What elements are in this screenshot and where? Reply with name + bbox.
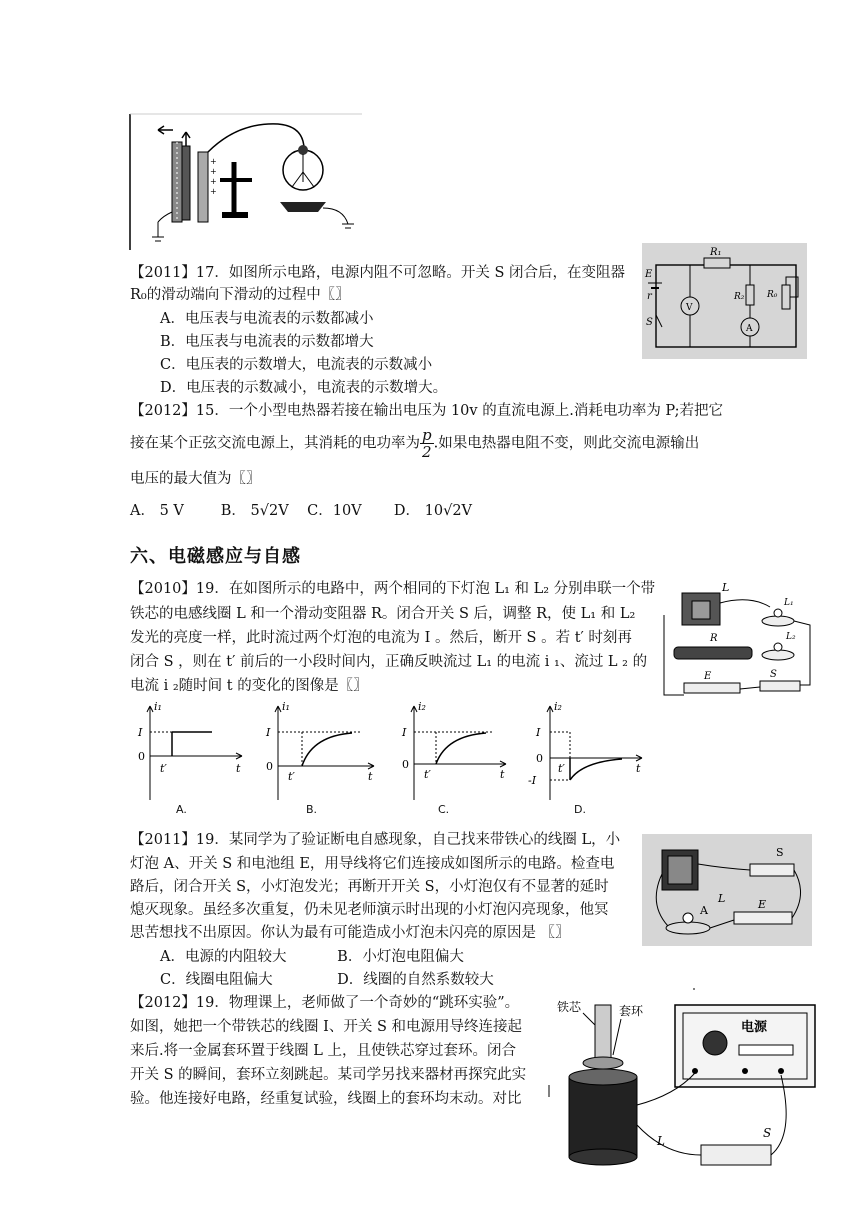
- q2011-19-line4: 熄灭现象。虽经多次重复，仍未见老师演示时出现的小灯泡闪亮现象，他冥: [130, 902, 609, 918]
- q2011-17-line1: 【2011】17．如图所示电路，电源内阻不可忽略。开关 S 闭合后，在变阻器: [130, 265, 626, 281]
- graph-b-tprime: t′: [288, 770, 295, 783]
- svg-text:+: +: [210, 187, 217, 196]
- q2011-19-options-row1: A．电源的内阻较大 B．小灯泡电阻偏大: [160, 949, 464, 965]
- ring-label: 套环: [619, 1004, 644, 1018]
- power-fraction: [420, 427, 434, 460]
- q2011-19-line5: 思苦想找不出原因。你认为最有可能造成小灯泡未闪亮的原因是 〖〗: [130, 925, 570, 941]
- r-fig-label: R: [710, 633, 718, 644]
- r0-label: R₀: [767, 290, 778, 300]
- graph-c-ylabel: i₂: [418, 700, 426, 713]
- q2011-17-option-c: C．电压表的示数增大，电流表的示数减小: [160, 357, 433, 373]
- graph-d-caption: D.: [574, 803, 586, 816]
- circuit-2011-19-figure: [642, 834, 812, 946]
- e-fig2-label: E: [758, 898, 767, 911]
- q2012-19-line1: 【2012】19．物理课上，老师做了一个奇妙的“跳环实验”。: [130, 995, 520, 1011]
- fraction-numerator: p: [422, 426, 432, 444]
- graph-d-ylabel: i₂: [554, 700, 562, 713]
- s-fig-label: S: [770, 669, 777, 680]
- graph-b-zero: 0: [266, 760, 273, 773]
- svg-text:+: +: [210, 177, 217, 186]
- q2012-19-line2: 如图，她把一个带铁芯的线圈 I、开关 S 和电源用导终连接起: [130, 1019, 522, 1035]
- graph-a-t: t: [236, 762, 241, 775]
- r1-label: R₁: [710, 247, 722, 258]
- l2-label: L₂: [786, 632, 796, 642]
- s-fig2-label: S: [776, 846, 784, 859]
- q2012-15-line2-pre: 接在某个正弦交流电源上，其消耗的电功率为: [130, 435, 420, 452]
- l-label: L: [722, 581, 730, 594]
- graph-c-caption: C.: [438, 803, 450, 816]
- q2012-19-line3: 来后.将一金属套环置于线圈 L 上，且使铁芯穿过套环。闭合: [130, 1043, 516, 1059]
- q2012-19-line5: 验。他连接好电路，经重复试验，线圈上的套环均末动。对比: [130, 1091, 522, 1107]
- svg-text:+: +: [210, 167, 217, 176]
- v-label: V: [686, 303, 693, 313]
- a-label: A: [746, 324, 753, 334]
- q2011-17-option-b: B．电压表与电流表的示数都增大: [160, 334, 374, 350]
- q2011-19-line2: 灯泡 A、开关 S 和电池组 E，用导线将它们连接成如图所示的电路。检查电: [130, 856, 615, 872]
- s-fig3-label: S: [763, 1126, 772, 1140]
- q2012-15-line1: 【2012】15．一个小型电热器若接在输出电压为 10v 的直流电源上.消耗电功率为 P;若把它: [130, 403, 724, 419]
- graph-b-caption: B.: [306, 803, 318, 816]
- graph-c-zero: 0: [402, 758, 409, 771]
- graph-d-t: t: [636, 762, 641, 775]
- graph-b-I: I: [266, 726, 271, 739]
- graph-d-zero: 0: [536, 752, 543, 765]
- graph-b-t: t: [368, 770, 373, 783]
- q2012-15-options: A． 5 V B． 5√2V C．10V D． 10√2V: [130, 503, 473, 519]
- q2010-19-line2: 铁芯的电感线圈 L 和一个滑动变阻器 R。闭合开关 S 后，调整 R，使 L₁ 和 L₂: [130, 606, 636, 622]
- graph-c-t: t: [500, 768, 505, 781]
- q2011-17-option-a: A．电压表与电流表的示数都减小: [160, 311, 374, 327]
- graph-c-tprime: t′: [424, 768, 431, 781]
- q2010-19-line4: 闭合 S ，则在 t′ 前后的一小段时间内，正确反映流过 L₁ 的电流 i ₁、流过 L ₂ 的: [130, 654, 648, 670]
- q2011-17-option-d: D．电压表的示数减小，电流表的示数增大。: [160, 380, 448, 396]
- q2011-19-options-row2: C．线圈电阻偏大 D．线圈的自然系数较大: [160, 972, 494, 988]
- graph-d-tprime: t′: [558, 762, 565, 775]
- graph-d-negI: -I: [528, 774, 537, 787]
- circuit-2011-17-figure: [642, 243, 807, 359]
- q2012-15-line3: 电压的最大值为〖〗: [130, 471, 261, 487]
- fraction-denominator: 2: [422, 443, 432, 461]
- jumping-ring-figure: [545, 985, 825, 1190]
- graph-a: [128, 700, 248, 820]
- q2010-19-line1: 【2010】19．在如图所示的电路中，两个相同的下灯泡 L₁ 和 L₂ 分别串联一个带: [130, 581, 656, 597]
- section-heading: 六、电磁感应与自感: [130, 546, 301, 567]
- r2-label: R₂: [734, 292, 745, 302]
- graph-a-ylabel: i₁: [154, 700, 162, 713]
- q2011-17-line2: R₀的滑动端向下滑动的过程中〖〗: [130, 287, 350, 303]
- graph-a-caption: A.: [176, 803, 187, 816]
- e-fig-label: E: [704, 671, 712, 682]
- q2011-19-line1: 【2011】19．某同学为了验证断电自感现象，自己找来带铁心的线圈 L，小: [130, 832, 621, 848]
- induction-apparatus-figure: [128, 112, 364, 252]
- q2012-15-line2-post: .如果电热器电阻不变，则此交流电源输出: [433, 435, 700, 452]
- e-label: E: [645, 269, 653, 280]
- l-fig3-label: L: [657, 1134, 665, 1148]
- q2012-15-line2: [130, 427, 699, 460]
- graph-b-ylabel: i₁: [282, 700, 290, 713]
- graph-d-I: I: [536, 726, 541, 739]
- graph-a-zero: 0: [138, 750, 145, 763]
- svg-text:+: +: [210, 157, 217, 166]
- circuit-2010-19-figure: [660, 575, 816, 707]
- graph-c-I: I: [402, 726, 407, 739]
- power-label: 电源: [741, 1020, 768, 1035]
- graph-a-tprime: t′: [160, 762, 167, 775]
- graph-d: [526, 700, 650, 820]
- l1-label: L₁: [784, 598, 794, 608]
- l-fig2-label: L: [718, 892, 726, 905]
- iron-core-label: 铁芯: [557, 1000, 582, 1014]
- q2011-19-line3: 路后，闭合开关 S，小灯泡发光；再断开开关 S，小灯泡仅有不显著的延时: [130, 879, 609, 895]
- graph-c: [394, 700, 514, 820]
- graph-a-I: I: [138, 726, 143, 739]
- q2010-19-line3: 发光的亮度一样，此时流过两个灯泡的电流为 I 。然后，断开 S 。若 t′ 时刻再: [130, 630, 632, 646]
- r-label: r: [647, 291, 652, 302]
- s-label: S: [646, 317, 653, 328]
- q2010-19-line5: 电流 i ₂随时间 t 的变化的图像是〖〗: [130, 678, 368, 694]
- graph-b: [262, 700, 382, 820]
- a-fig2-label: A: [700, 904, 708, 917]
- q2012-19-line4: 开关 S 的瞬间，套环立刻跳起。某司学另找来器材再探究此实: [130, 1067, 527, 1083]
